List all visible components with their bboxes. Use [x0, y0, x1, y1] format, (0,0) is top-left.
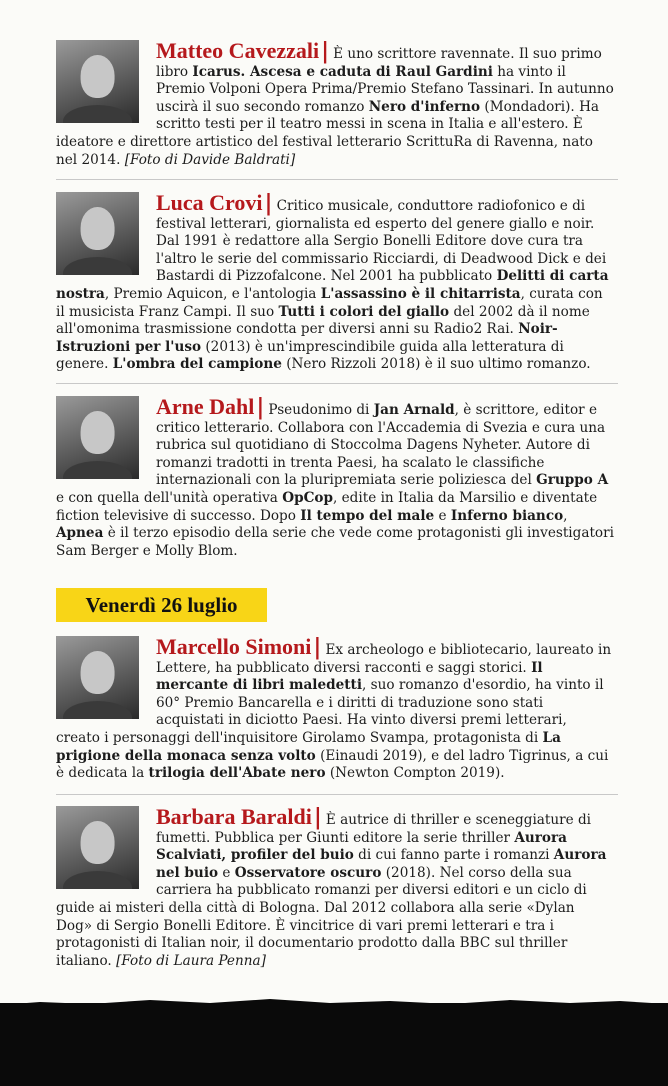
bio-text: e con quella dell'unità operativa [56, 489, 283, 506]
photo-credit: [Foto di Laura Penna] [116, 952, 266, 969]
author-photo [56, 192, 139, 275]
bio-text: È uno scrittore ravennate. Il suo primo libro [156, 46, 602, 80]
day-label: Venerdì 26 luglio [56, 588, 267, 622]
bio-text: , edite in Italia da Marsilio e diventate fiction televisive di successo. Dopo [56, 489, 598, 524]
footer-band [0, 1003, 668, 1086]
bold-title: trilogia dell'Abate nero [148, 765, 326, 782]
bio-text: , curata con il musicista Franz Campi. Il suo [56, 285, 603, 320]
bio-text: , [563, 507, 568, 524]
name-separator: | [313, 634, 322, 660]
author-photo [56, 806, 139, 889]
bio-text: e [434, 507, 451, 524]
author-bio [56, 396, 614, 560]
bold-title: Nero d'inferno [368, 98, 481, 115]
bold-title: Delitti di carta nostra [56, 268, 609, 302]
divider [56, 794, 618, 795]
author-bio [56, 636, 614, 783]
author-entry [56, 192, 614, 374]
author-entry [56, 636, 614, 783]
bold-title: La prigione della monaca senza volto [56, 729, 561, 764]
torn-edge [0, 995, 668, 1011]
author-entry [56, 396, 614, 560]
bio-text: è il terzo episodio della serie che vede come protagonisti gli investigatori Sam Berger e Molly Blom. [56, 525, 614, 559]
bio-text: Pseudonimo di [268, 402, 374, 418]
bold-title: L'assassino è il chitarrista [320, 285, 521, 302]
author-name: Barbara Baraldi [156, 804, 312, 829]
bio-text: e [218, 864, 235, 881]
name-separator: | [321, 38, 330, 64]
bold-title: Tutti i colori del giallo [278, 303, 450, 320]
bold-title: OpCop [282, 489, 333, 506]
author-photo [56, 40, 139, 123]
bold-title: Gruppo A [536, 472, 609, 489]
bio-text: , suo romanzo d'esordio, ha vinto il 60° Premio Bancarella e i diritti di traduzione sono stati acquistati in diciotto Paesi. Ha vinto diversi premi letterari, creato i personaggi dell'inquisitore Girolamo Svampa, protagonista di [56, 677, 604, 746]
author-photo [56, 396, 139, 479]
bold-title: Icarus. Ascesa e caduta di Raul Gardini [192, 63, 493, 80]
author-entry [56, 40, 614, 169]
bio-text: (Einaudi 2019), e del ladro Tigrinus, a cui è dedicata la [56, 747, 609, 782]
bold-title: L'ombra del campione [112, 356, 282, 373]
author-name: Matteo Cavezzali [156, 38, 320, 63]
author-bio [56, 806, 614, 970]
author-bio [56, 40, 614, 169]
bio-text: (2013) è un'imprescindibile guida alla letteratura di genere. [56, 338, 564, 373]
name-separator: | [256, 394, 265, 420]
name-separator: | [264, 190, 273, 216]
bio-text: È autrice di thriller e sceneggiature di fumetti. Pubblica per Giunti editore la serie thriller [156, 812, 592, 846]
bio-text: (Mondadori). Ha scritto testi per il teatro messi in scena in Italia e all'estero. È ideatore e direttore artistico del festival letterario ScrittuRa di Ravenna, nato nel 2014. [56, 98, 600, 168]
bold-title: Osservatore oscuro [234, 864, 382, 881]
name-separator: | [313, 804, 322, 830]
author-bio [56, 192, 614, 374]
bio-text: di cui fanno parte i romanzi [353, 847, 554, 864]
author-name: Arne Dahl [156, 394, 255, 419]
bio-text: (Newton Compton 2019). [325, 765, 505, 782]
bio-text: , è scrittore, editor e critico letterario. Collabora con l'Accademia di Svezia e cura una rubrica sul quotidiano di Stoccolma Dagens Nyheter. Autore di romanzi tradotti in trenta Paesi, ha scalato le classifiche internazionali con la pluripremiata serie poliziesca del [156, 402, 606, 489]
bio-text: ha vinto il Premio Volponi Opera Prima/Premio Stefano Tassinari. In autunno uscirà il suo secondo romanzo [156, 63, 614, 115]
bio-text: Critico musicale, conduttore radiofonico e di festival letterari, giornalista ed esperto del genere giallo e noir. Dal 1991 è redattore alla Sergio Bonelli Editore dove cura tra l'altro le serie del commissario Ricciardi, di Deadwood Dick e dei Bastardi di Pizzofalcone. Nel 2001 ha pubblicato [156, 198, 607, 285]
bio-text: , Premio Aquicon, e l'antologia [104, 285, 321, 302]
bold-title: Aurora Scalviati, profiler del buio [156, 829, 567, 864]
bold-title: Noir-Istruzioni per l'uso [56, 321, 558, 355]
bold-title: Aurora nel buio [156, 847, 607, 881]
bold-title: Inferno bianco [450, 507, 564, 524]
divider [56, 383, 618, 384]
photo-credit: [Foto di Davide Baldrati] [124, 151, 296, 168]
author-name: Luca Crovi [156, 190, 263, 215]
author-entry [56, 806, 614, 970]
bold-title: Jan Arnald [373, 402, 455, 418]
bio-text: Ex archeologo e bibliotecario, laureato in Lettere, ha pubblicato diversi racconti e saggi storici. [156, 642, 612, 676]
bold-title: Il mercante di libri maledetti [156, 659, 543, 694]
bio-text: (2018). Nel corso della sua carriera ha pubblicato romanzi per diversi editori e un ciclo di guide ai misteri della città di Bologna. Dal 2012 collabora alla serie «Dylan Dog» di Sergio Bonelli Editore. È vincitrice di vari premi letterari e tra i protagonisti di Italian noir, il documentario prodotto dalla BBC sul thriller italiano. [56, 864, 587, 969]
divider [56, 179, 618, 180]
bold-title: Apnea [56, 525, 104, 542]
bio-text: (Nero Rizzoli 2018) è il suo ultimo romanzo. [281, 356, 591, 373]
author-photo [56, 636, 139, 719]
author-name: Marcello Simoni [156, 634, 312, 659]
bio-text: del 2002 dà il nome all'omonima trasmissione condotta per diversi anni su Radio2 Rai. [56, 303, 590, 338]
bold-title: Il tempo del male [300, 507, 435, 524]
